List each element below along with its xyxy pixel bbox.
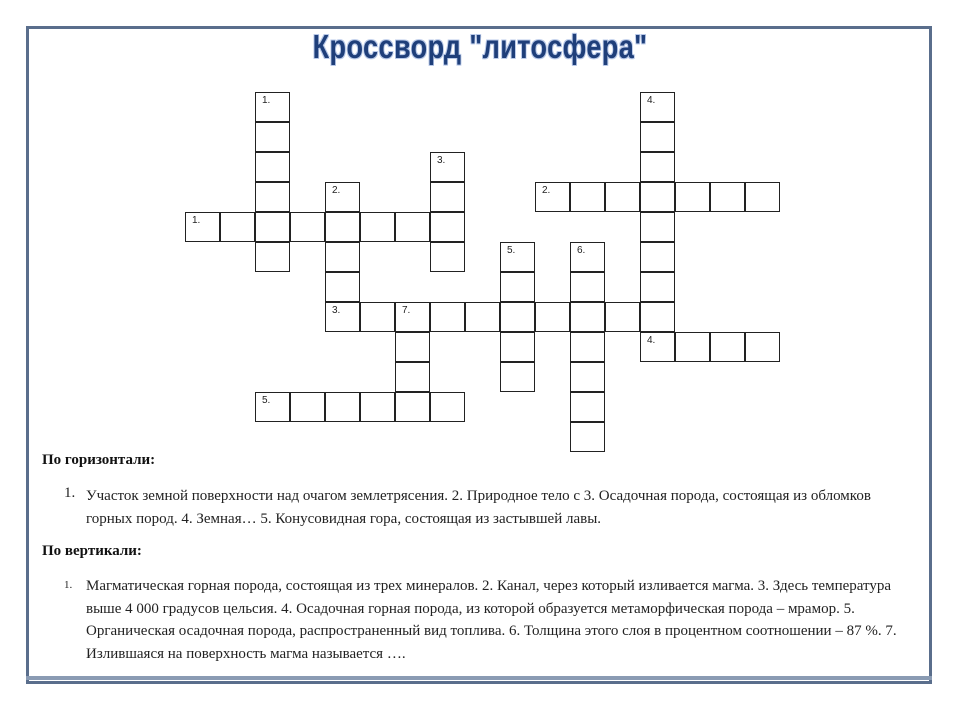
crossword-cell[interactable]: [255, 152, 290, 182]
vertical-clue-number: 1.: [64, 579, 73, 591]
crossword-cell[interactable]: [640, 242, 675, 272]
crossword-cell[interactable]: [570, 272, 605, 302]
crossword-cell[interactable]: [535, 302, 570, 332]
crossword-cell[interactable]: [325, 272, 360, 302]
crossword-cell[interactable]: [500, 302, 535, 332]
horizontal-clues: Участок земной поверхности над очагом землетрясения. 2. Природное тело с 3. Осадочная порода, состоящая из обломков горных пород. 4. Земная… 5. Конусовидная гора, состоящая из застывшей лавы.: [86, 488, 871, 527]
crossword-cell[interactable]: [395, 392, 430, 422]
cell-number: 2.: [332, 185, 341, 196]
crossword-cell[interactable]: [640, 152, 675, 182]
page-title: Кроссворд "литосфера": [312, 28, 648, 65]
crossword-cell[interactable]: [570, 242, 605, 272]
crossword-cell[interactable]: [570, 332, 605, 362]
crossword-cell[interactable]: [255, 212, 290, 242]
crossword-cell[interactable]: [255, 242, 290, 272]
crossword-cell[interactable]: [500, 362, 535, 392]
crossword-cell[interactable]: [640, 122, 675, 152]
crossword-cell[interactable]: [430, 392, 465, 422]
cell-number: 4.: [647, 335, 656, 346]
crossword-cell[interactable]: [395, 212, 430, 242]
crossword-cell[interactable]: [640, 302, 675, 332]
cell-number: 3.: [437, 155, 446, 166]
crossword-cell[interactable]: [605, 302, 640, 332]
crossword-cell[interactable]: [675, 182, 710, 212]
horizontal-heading: По горизонтали:: [42, 452, 156, 468]
crossword-cell[interactable]: [255, 92, 290, 122]
crossword-cell[interactable]: [430, 242, 465, 272]
crossword-cell[interactable]: [325, 182, 360, 212]
vertical-heading: По вертикали:: [42, 543, 142, 559]
frame-bottom-rule: [26, 676, 932, 680]
crossword-cell[interactable]: [570, 362, 605, 392]
crossword-cell[interactable]: [675, 332, 710, 362]
crossword-cell[interactable]: [570, 422, 605, 452]
crossword-cell[interactable]: [500, 332, 535, 362]
crossword-cell[interactable]: [640, 272, 675, 302]
crossword-cell[interactable]: [325, 212, 360, 242]
crossword-cell[interactable]: [500, 242, 535, 272]
cell-number: 1.: [192, 215, 201, 226]
crossword-cell[interactable]: [710, 182, 745, 212]
crossword-cell[interactable]: [640, 212, 675, 242]
horizontal-clue-number: 1.: [64, 485, 76, 501]
crossword-cell[interactable]: [570, 302, 605, 332]
cell-number: 4.: [647, 95, 656, 106]
crossword-cell[interactable]: [745, 182, 780, 212]
crossword-cell[interactable]: [430, 302, 465, 332]
crossword-cell[interactable]: [430, 212, 465, 242]
crossword-cell[interactable]: [500, 272, 535, 302]
crossword-cell[interactable]: [325, 302, 360, 332]
crossword-cell[interactable]: [430, 182, 465, 212]
cell-number: 5.: [507, 245, 516, 256]
crossword-cell[interactable]: [255, 182, 290, 212]
crossword-cell[interactable]: [535, 182, 570, 212]
crossword-cell[interactable]: [290, 212, 325, 242]
crossword-cell[interactable]: [465, 302, 500, 332]
crossword-cell[interactable]: [255, 392, 290, 422]
crossword-cell[interactable]: [360, 212, 395, 242]
crossword-cell[interactable]: [395, 362, 430, 392]
crossword-cell[interactable]: [395, 332, 430, 362]
crossword-cell[interactable]: [255, 122, 290, 152]
crossword-cell[interactable]: [325, 392, 360, 422]
crossword-cell[interactable]: [360, 302, 395, 332]
crossword-cell[interactable]: [430, 152, 465, 182]
crossword-cell[interactable]: [605, 182, 640, 212]
crossword-cell[interactable]: [710, 332, 745, 362]
crossword-cell[interactable]: [290, 392, 325, 422]
cell-number: 2.: [542, 185, 551, 196]
cell-number: 1.: [262, 95, 271, 106]
vertical-clues: Магматическая горная порода, состоящая из трех минералов. 2. Канал, через который изливается магма. 3. Здесь температура выше 4 000 градусов цельсия. 4. Осадочная горная порода, из которой образуется метаморфическая порода – мрамор. 5. Органическая осадочная порода, распространенный вид топлива. 6. Толщина этого слоя в процентном соотношении – 87 %. 7. Излившаяся на поверхность магма называется ….: [86, 578, 897, 662]
crossword-cell[interactable]: [640, 92, 675, 122]
crossword-cell[interactable]: [640, 182, 675, 212]
crossword-cell[interactable]: [360, 392, 395, 422]
crossword-cell[interactable]: [325, 242, 360, 272]
crossword-cell[interactable]: [745, 332, 780, 362]
cell-number: 6.: [577, 245, 586, 256]
crossword-cell[interactable]: [570, 392, 605, 422]
cell-number: 5.: [262, 395, 271, 406]
crossword-cell[interactable]: [570, 182, 605, 212]
crossword-cell[interactable]: [185, 212, 220, 242]
cell-number: 3.: [332, 305, 341, 316]
crossword-cell[interactable]: [395, 302, 430, 332]
crossword-cell[interactable]: [220, 212, 255, 242]
cell-number: 7.: [402, 305, 411, 316]
crossword-cell[interactable]: [640, 332, 675, 362]
